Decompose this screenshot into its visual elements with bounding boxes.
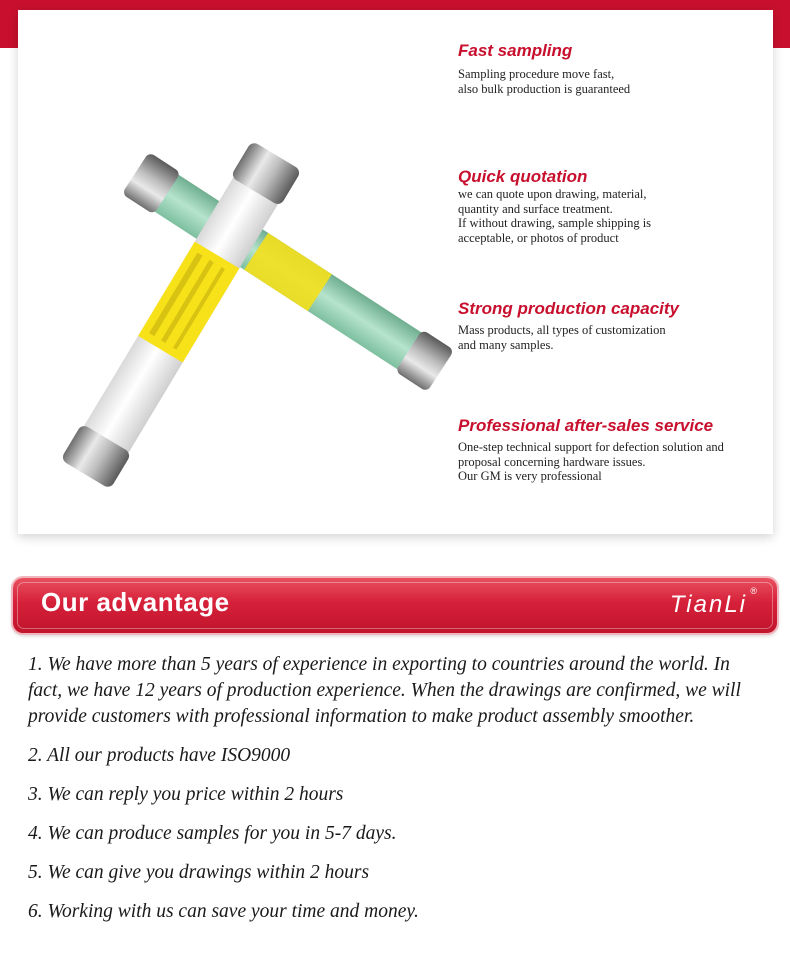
- advantage-item: 5. We can give you drawings within 2 hours: [28, 862, 370, 883]
- feature-fast-sampling: [458, 41, 630, 96]
- advantage-item: 2. All our products have ISO9000: [28, 745, 291, 766]
- our-advantage-banner: [13, 578, 777, 633]
- feature-after-sales: [458, 416, 724, 484]
- feature-text: One-step technical support for defection solution and: [458, 440, 724, 454]
- feature-title: Quick quotation: [458, 167, 588, 186]
- advantage-item: 6. Working with us can save your time and money.: [28, 901, 419, 922]
- feature-title: Professional after-sales service: [458, 416, 714, 435]
- registered-mark: ®: [750, 586, 757, 596]
- feature-text: If without drawing, sample shipping is: [458, 216, 652, 230]
- feature-title: Strong production capacity: [458, 299, 680, 318]
- feature-text: Mass products, all types of customization: [458, 323, 666, 337]
- feature-production-capacity: [458, 299, 679, 352]
- advantage-item: 4. We can produce samples for you in 5-7 days.: [28, 823, 397, 844]
- fuse-product-image: [18, 10, 458, 534]
- feature-text: and many samples.: [458, 337, 554, 352]
- advantage-item: 3. We can reply you price within 2 hours: [28, 784, 344, 805]
- feature-text: also bulk production is guaranteed: [458, 81, 631, 96]
- brand-logo: TianLi: [669, 591, 747, 618]
- feature-text: Our GM is very professional: [458, 469, 602, 483]
- feature-quick-quotation: [458, 167, 651, 245]
- advantages-list: [28, 652, 768, 938]
- feature-text: quantity and surface treatment.: [458, 201, 613, 216]
- feature-text: Sampling procedure move fast,: [458, 67, 615, 81]
- feature-text: we can quote upon drawing, material,: [458, 187, 647, 201]
- feature-text: acceptable, or photos of product: [458, 230, 619, 245]
- feature-title: Fast sampling: [458, 41, 573, 60]
- feature-text: proposal concerning hardware issues.: [458, 454, 646, 469]
- feature-card: [18, 10, 773, 534]
- advantage-item: 1. We have more than 5 years of experience in exporting to countries around the world. In fact, we have 12 years of production experience. When the drawings are confirmed, we will provide customers with professional information to make product assembly smoother.: [28, 654, 741, 727]
- banner-title: Our advantage: [41, 587, 230, 617]
